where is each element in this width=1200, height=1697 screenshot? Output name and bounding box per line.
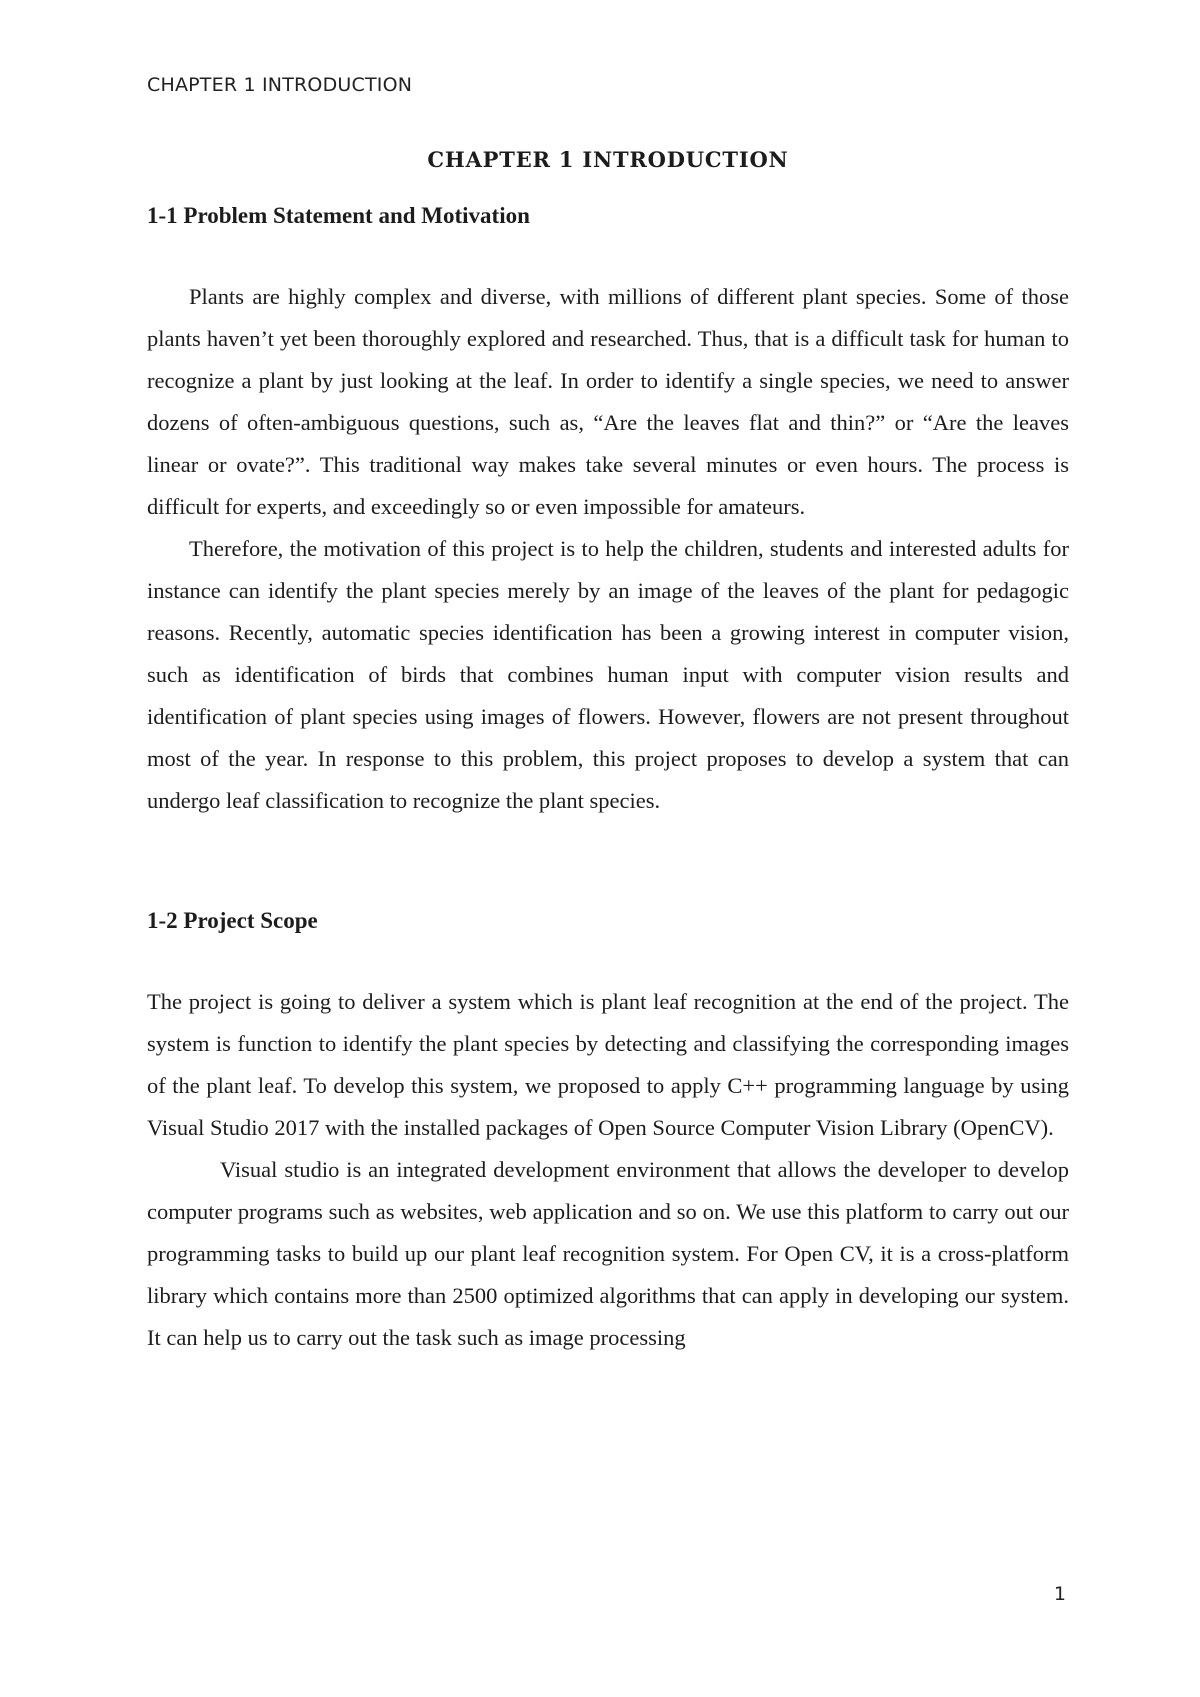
body-paragraph: Therefore, the motivation of this project is to help the children, students and interested adults for instance can identify the plant species merely by an image of the leaves of the plant for pedagogic reasons. Recently, automatic species identification has been a growing interest in computer vision, such as identification of birds that combines human input with computer vision results and identification of plant species using images of flowers. However, flowers are not present throughout most of the year. In response to this problem, this project proposes to develop a system that can undergo leaf classification to recognize the plant species. (147, 536, 1069, 813)
section-problem-statement (147, 196, 1069, 822)
body-paragraph: Visual studio is an integrated development environment that allows the developer to develop computer programs such as websites, web application and so on. We use this platform to carry out our programming tasks to build up our plant leaf recognition system. For Open CV, it is a cross-platform library which contains more than 2500 optimized algorithms that can apply in developing our system. It can help us to carry out the task such as image processing (147, 1157, 1069, 1350)
page-content (147, 140, 1069, 1359)
page-number: 1 (1053, 1583, 1066, 1605)
body-paragraph: Plants are highly complex and diverse, with millions of different plant species. Some of those plants haven’t yet been thoroughly explored and researched. Thus, that is a difficult task for human to recognize a plant by just looking at the leaf. In order to identify a single species, we need to answer dozens of often-ambiguous questions, such as, “Are the leaves flat and thin?” or “Are the leaves linear or ovate?”. This traditional way makes take several minutes or even hours. The process is difficult for experts, and exceedingly so or even impossible for amateurs. (147, 284, 1069, 519)
section-heading: 1-2 Project Scope (147, 908, 318, 933)
running-header: CHAPTER 1 INTRODUCTION (147, 74, 413, 96)
section-heading: 1-1 Problem Statement and Motivation (147, 203, 530, 228)
chapter-title: CHAPTER 1 INTRODUCTION (427, 147, 789, 172)
body-paragraph: The project is going to deliver a system which is plant leaf recognition at the end of the project. The system is function to identify the plant species by detecting and classifying the corresponding images of the plant leaf. To develop this system, we proposed to apply C++ programming language by using Visual Studio 2017 with the installed packages of Open Source Computer Vision Library (OpenCV). (147, 989, 1069, 1140)
section-project-scope (147, 901, 1069, 1359)
